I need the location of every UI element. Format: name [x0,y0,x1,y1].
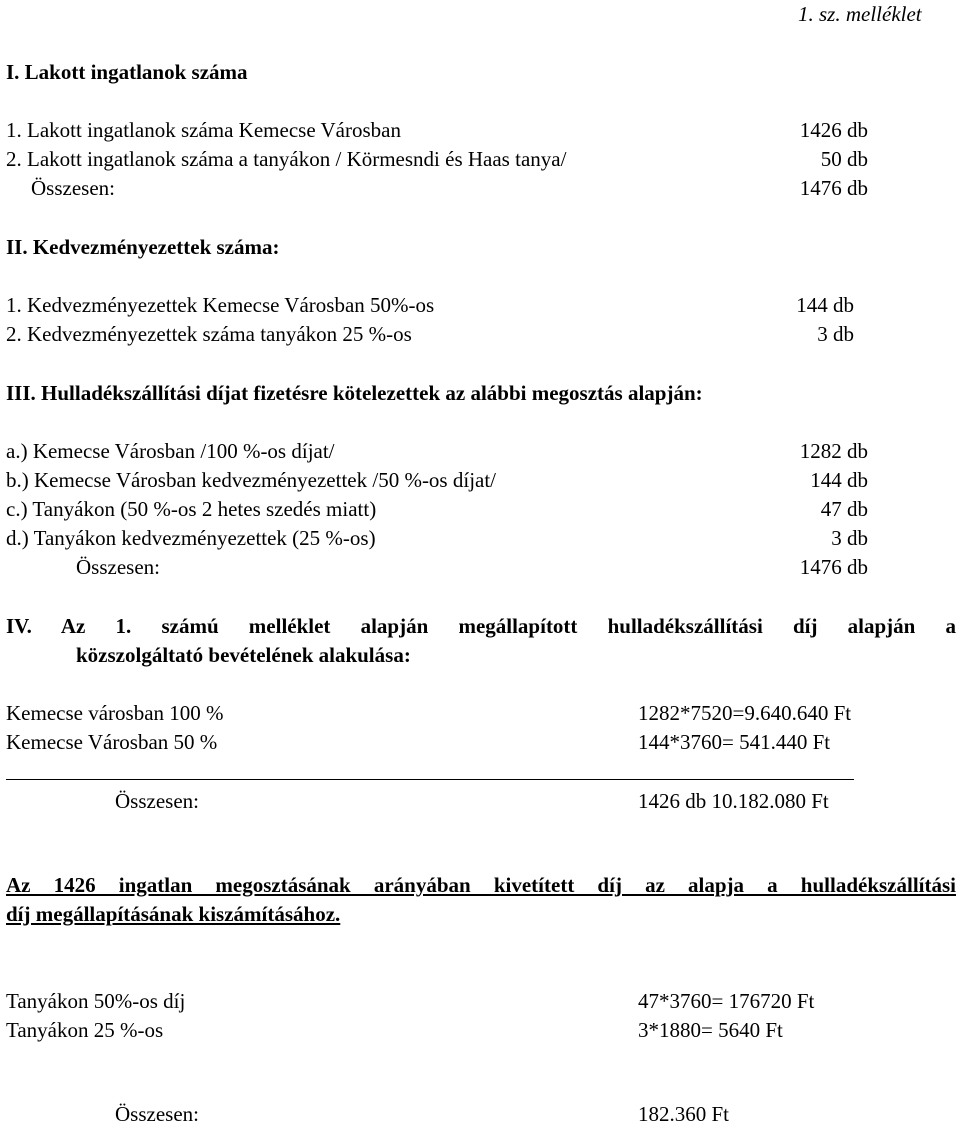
section-3-row-a-value: 1282 db [799,439,868,463]
section-4-heading-line-2: közszolgáltató bevételének alakulása: [76,643,411,667]
note-line-2: díj megállapításának kiszámításához. [6,902,341,926]
section-2-row-2-value: 3 db [817,322,854,346]
sum-divider-line [6,779,854,780]
section-4-row-1-value: 1282*7520=9.640.640 Ft [638,701,852,725]
section-1-total-label: Összesen: [31,176,115,200]
section-3-row-c-value: 47 db [820,497,868,521]
farm-row-2-value: 3*1880= 5640 Ft [638,1018,783,1042]
section-3-row-b-value: 144 db [810,468,868,492]
section-3-row-a-label: a.) Kemecse Városban /100 %-os díjat/ [6,439,335,463]
farm-row-1-label: Tanyákon 50%-os díj [6,989,186,1013]
section-1-row-1-label: 1. Lakott ingatlanok száma Kemecse Városban [6,118,401,142]
section-2-row-1-value: 144 db [796,293,854,317]
section-4-row-2-value: 144*3760= 541.440 Ft [638,730,831,754]
section-3-row-d-label: d.) Tanyákon kedvezményezettek (25 %-os) [6,526,376,550]
section-1-total-value: 1476 db [799,176,868,200]
section-4-row-1-label: Kemecse városban 100 % [6,701,224,725]
section-1-heading: I. Lakott ingatlanok száma [6,60,248,84]
section-3-total-label: Összesen: [76,555,160,579]
section-4-heading-line-1: IV. Az 1. számú melléklet alapján megállapított hulladékszállítási díj alapján a [6,614,956,638]
section-3-row-c-label: c.) Tanyákon (50 %-os 2 hetes szedés miatt) [6,497,377,521]
section-4-row-2-label: Kemecse Városban 50 % [6,730,218,754]
section-1-row-2-value: 50 db [820,147,868,171]
section-4-total-value: 1426 db 10.182.080 Ft [638,789,829,813]
farm-row-2-label: Tanyákon 25 %-os [6,1018,164,1042]
section-2-heading: II. Kedvezményezettek száma: [6,235,280,259]
section-1-row-2-label: 2. Lakott ingatlanok száma a tanyákon / Körmesndi és Haas tanya/ [6,147,567,171]
section-1-row-1-value: 1426 db [799,118,868,142]
section-3-row-d-value: 3 db [831,526,868,550]
section-2-row-2-label: 2. Kedvezményezettek száma tanyákon 25 %-os [6,322,412,346]
section-2-row-1-label: 1. Kedvezményezettek Kemecse Városban 50%-os [6,293,435,317]
section-3-row-b-label: b.) Kemecse Városban kedvezményezettek /50 %-os díjat/ [6,468,497,492]
note-line-1: Az 1426 ingatlan megosztásának arányában kivetített díj az alapja a hulladékszállítási [6,873,956,897]
section-3-heading: III. Hulladékszállítási díjat fizetésre kötelezettek az alábbi megosztás alapján: [6,381,703,405]
farm-total-value: 182.360 Ft [638,1102,730,1126]
section-3-total-value: 1476 db [799,555,868,579]
farm-total-label: Összesen: [115,1102,199,1126]
section-4-total-label: Összesen: [115,789,199,813]
annex-label: 1. sz. melléklet [798,2,922,26]
farm-row-1-value: 47*3760= 176720 Ft [638,989,815,1013]
